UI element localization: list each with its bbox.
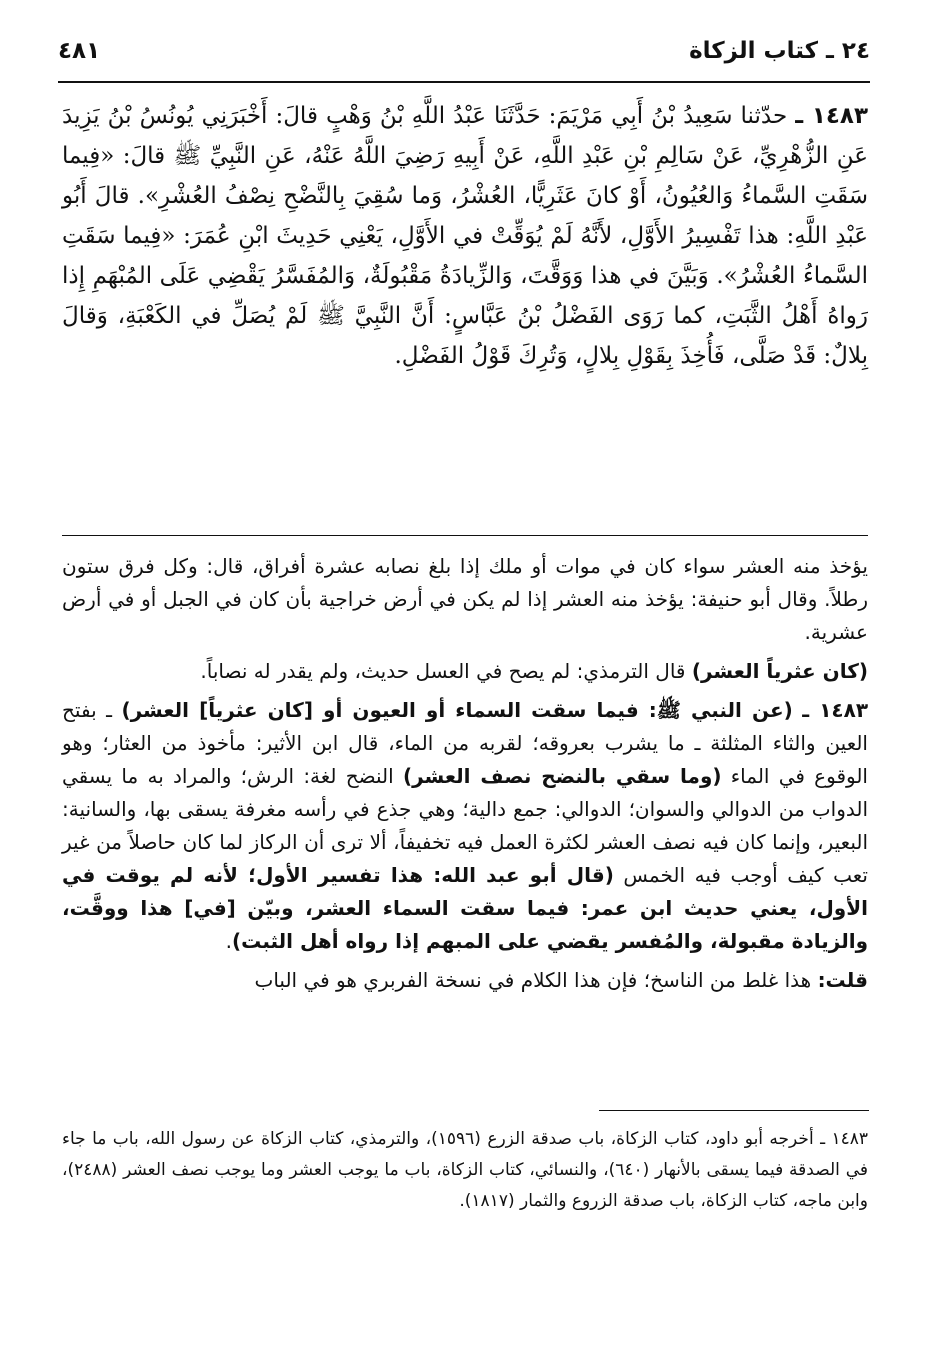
footnote-text: ١٤٨٣ ـ أخرجه أبو داود، كتاب الزكاة، باب صدقة الزرع (١٥٩٦)، والترمذي، كتاب الزكاة عن رسول الله، باب ما جاء في الصدقة فيما يسقى بالأنهار (٦٤٠)، والنسائي، كتاب الزكاة، باب ما يوجب العشر وما يوجب نصف العشر (٢٤٨٨)، وابن ماجه، كتاب الزكاة، باب صدقة الزروع والثمار (١٨١٧). xyxy=(62,1129,868,1211)
commentary-text: ـ بفتح العين والثاء المثلثة ـ ما يشرب بعروقه؛ لقربه من الماء، قال ابن الأثير: مأخوذ من العثار؛ وهو الوقوع في الماء xyxy=(62,698,868,788)
commentary-quote: (وما سقي بالنضح نصف العشر) xyxy=(402,764,722,788)
commentary-quote: (عن النبي ﷺ: فيما سقت السماء أو العيون أو [كان عثرياً] العشر) xyxy=(121,698,793,722)
hadith-body: حدّثنا سَعِيدُ بْنُ أَبِي مَرْيَمَ: حَدَّثَنَا عَبْدُ اللَّهِ بْنُ وَهْبٍ قالَ: أَخْبَرَنِي يُونُسُ بْنُ يَزِيدَ عَنِ الزُّهْرِيِّ، عَنْ سَالِمِ بْنِ عَبْدِ اللَّهِ، عَنْ أَبِيهِ رَضِيَ اللَّهُ عَنْهُ، عَنِ النَّبِيِّ ﷺ قالَ: «فِيما سَقَتِ السَّماءُ وَالعُيُونُ، أَوْ كانَ عَثَرِيًّا، العُشْرُ، وَما سُقِيَ بِالنَّضْحِ نِصْفُ العُشْرِ». قالَ أَبُو عَبْدِ اللَّهِ: هذا تَفْسِيرُ الأَوَّلِ، لأَنَّهُ لَمْ يُوَقِّتْ في الأَوَّلِ، يَعْنِي حَدِيثَ ابْنِ عُمَرَ: «فِيما سَقَتِ السَّماءُ العُشْرُ». وَبَيَّنَ في هذا وَوَقَّتَ، وَالزِّيادَةُ مَقْبُولَةٌ، وَالمُفَسَّرُ يَقْضِي عَلَى المُبْهَمِ إِذا رَواهُ أَهْلُ الثَّبَتِ، كما رَوَى الفَضْلُ بْنُ عَبَّاسٍ: أَنَّ النَّبِيَّ ﷺ لَمْ يُصَلِّ في الكَعْبَةِ، وَقالَ بِلالٌ: قَدْ صَلَّى، فَأُخِذَ بِقَوْلِ بِلالٍ، وَتُرِكَ قَوْلُ الفَضْلِ. xyxy=(62,103,868,369)
commentary-paragraph xyxy=(62,655,868,688)
commentary-text: قال الترمذي: لم يصح في العسل حديث، ولم يقدر له نصاباً. xyxy=(200,659,692,683)
commentary-quote: (قال أبو عبد الله: هذا تفسير الأول؛ لأنه لم يوقت في الأول، يعني حديث ابن عمر: فيما سقت السماء العشر، وبيّن [في] هذا ووقَّت، والزيادة مقبولة، والمُفسر يقضي على المبهم إذا رواه أهل الثبت) xyxy=(62,863,868,953)
commentary-text: يؤخذ منه العشر سواء كان في موات أو ملك إذا بلغ نصابه عشرة أفراق، قال: وكل فرق ستون رطلاً. وقال أبو حنيفة: يؤخذ منه العشر إذا لم يكن في أرض خراجية بأن كان في الجبل أو في أرض عشرية. xyxy=(62,554,868,644)
commentary-hadith-number: ١٤٨٣ ـ xyxy=(802,698,869,722)
header-divider xyxy=(58,81,870,83)
hadith-text-block xyxy=(62,96,868,376)
commentary-text: هذا غلط من الناسخ؛ فإن هذا الكلام في نسخة الفربري هو في الباب xyxy=(254,968,818,992)
footnote-divider xyxy=(599,1110,869,1111)
commentary-quote: (كان عثرياً العشر) xyxy=(691,659,868,683)
commentary-paragraph xyxy=(62,550,868,649)
commentary-block xyxy=(62,550,868,1003)
commentary-label: قلت: xyxy=(817,968,868,992)
commentary-paragraph xyxy=(62,964,868,997)
commentary-paragraph xyxy=(62,694,868,958)
footnote-block xyxy=(62,1124,868,1217)
commentary-divider xyxy=(62,535,868,536)
page-header xyxy=(58,38,870,78)
commentary-text: النضح لغة: الرش؛ والمراد به ما يسقي الدواب من الدوالي والسوان؛ الدوالي: جمع دالية؛ وهي جذع في رأسه مغرفة يسقى بها، والسانية: البعير، وإنما كان فيه نصف العشر لكثرة العمل فيه تخفيفاً، ألا ترى أن الركاز لما كان حاصلاً من غير تعب كيف أوجب فيه الخمس xyxy=(62,764,868,887)
chapter-title: ٢٤ ـ كتاب الزكاة xyxy=(689,38,870,64)
page-number: ٤٨١ xyxy=(58,38,101,64)
hadith-paragraph xyxy=(62,96,868,376)
hadith-number: ١٤٨٣ ـ xyxy=(795,103,869,129)
commentary-text: . xyxy=(225,929,232,953)
